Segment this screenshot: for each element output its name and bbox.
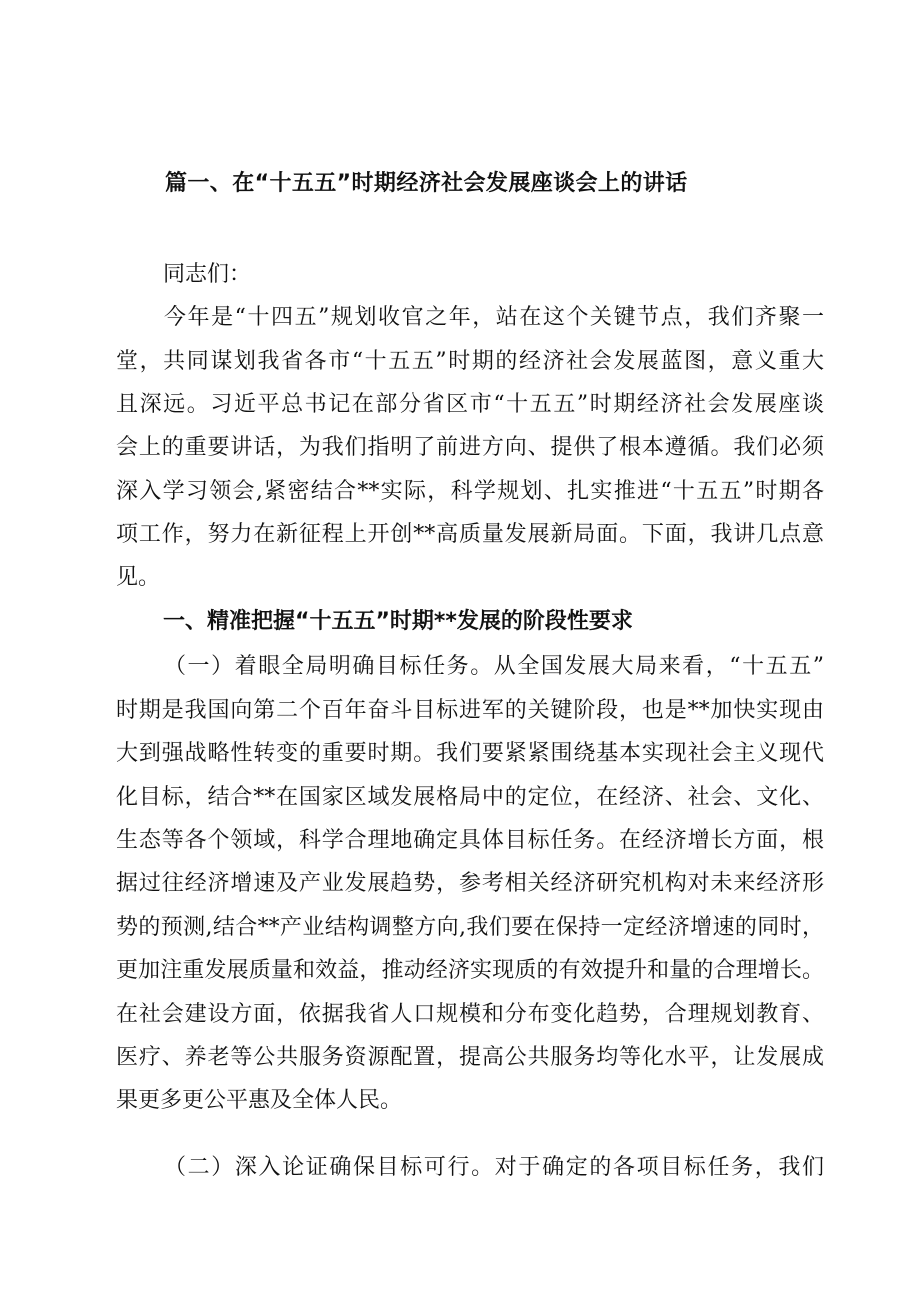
para1-line-6: 据过往经济增速及产业发展趋势，参考相关经济研究机构对未来经济形: [116, 871, 824, 896]
intro-line-5: 深入学习领会,紧密结合**实际，科学规划、扎实推进“十五五”时期各: [116, 479, 824, 504]
para1-line-9: 在社会建设方面，依据我省人口规模和分布变化趋势，合理规划教育、: [116, 1002, 824, 1027]
intro-line-7: 见。: [116, 565, 161, 590]
para1-line-2: 时期是我国向第二个百年奋斗目标进军的关键阶段，也是**加快实现由: [116, 698, 824, 723]
para1-line-4: 化目标，结合**在国家区域发展格局中的定位，在经济、社会、文化、: [116, 785, 824, 810]
para1-line-5: 生态等各个领域，科学合理地确定具体目标任务。在经济增长方面，根: [116, 828, 824, 853]
para2-line-1: （二）深入论证确保目标可行。对于确定的各项目标任务，我们: [164, 1155, 824, 1180]
para1-line-10: 医疗、养老等公共服务资源配置，提高公共服务均等化水平，让发展成: [116, 1045, 824, 1070]
salutation: 同志们：: [163, 262, 252, 287]
intro-line-4: 会上的重要讲话，为我们指明了前进方向、提供了根本遵循。我们必须: [116, 435, 824, 460]
para1-line-11: 果更多更公平惠及全体人民。: [116, 1088, 403, 1113]
intro-line-6: 项工作，努力在新征程上开创**高质量发展新局面。下面，我讲几点意: [116, 522, 824, 547]
para1-line-1: （一）着眼全局明确目标任务。从全国发展大局来看，“十五五”: [164, 654, 824, 679]
intro-line-3: 且深远。习近平总书记在部分省区市“十五五”时期经济社会发展座谈: [116, 392, 824, 417]
document-title: 篇一、在“十五五”时期经济社会发展座谈会上的讲话: [165, 171, 688, 196]
para1-line-7: 势的预测,结合**产业结构调整方向,我们要在保持一定经济增速的同时，: [116, 915, 824, 940]
para1-line-8: 更加注重发展质量和效益，推动经济实现质的有效提升和量的合理增长。: [116, 958, 824, 983]
section-heading: 一、精准把握“十五五”时期**发展的阶段性要求: [163, 609, 633, 634]
intro-line-2: 堂，共同谋划我省各市“十五五”时期的经济社会发展蓝图，意义重大: [116, 349, 824, 374]
intro-line-1: 今年是“十四五”规划收官之年，站在这个关键节点，我们齐聚一: [164, 305, 824, 330]
para1-line-3: 大到强战略性转变的重要时期。我们要紧紧围绕基本实现社会主义现代: [116, 741, 824, 766]
